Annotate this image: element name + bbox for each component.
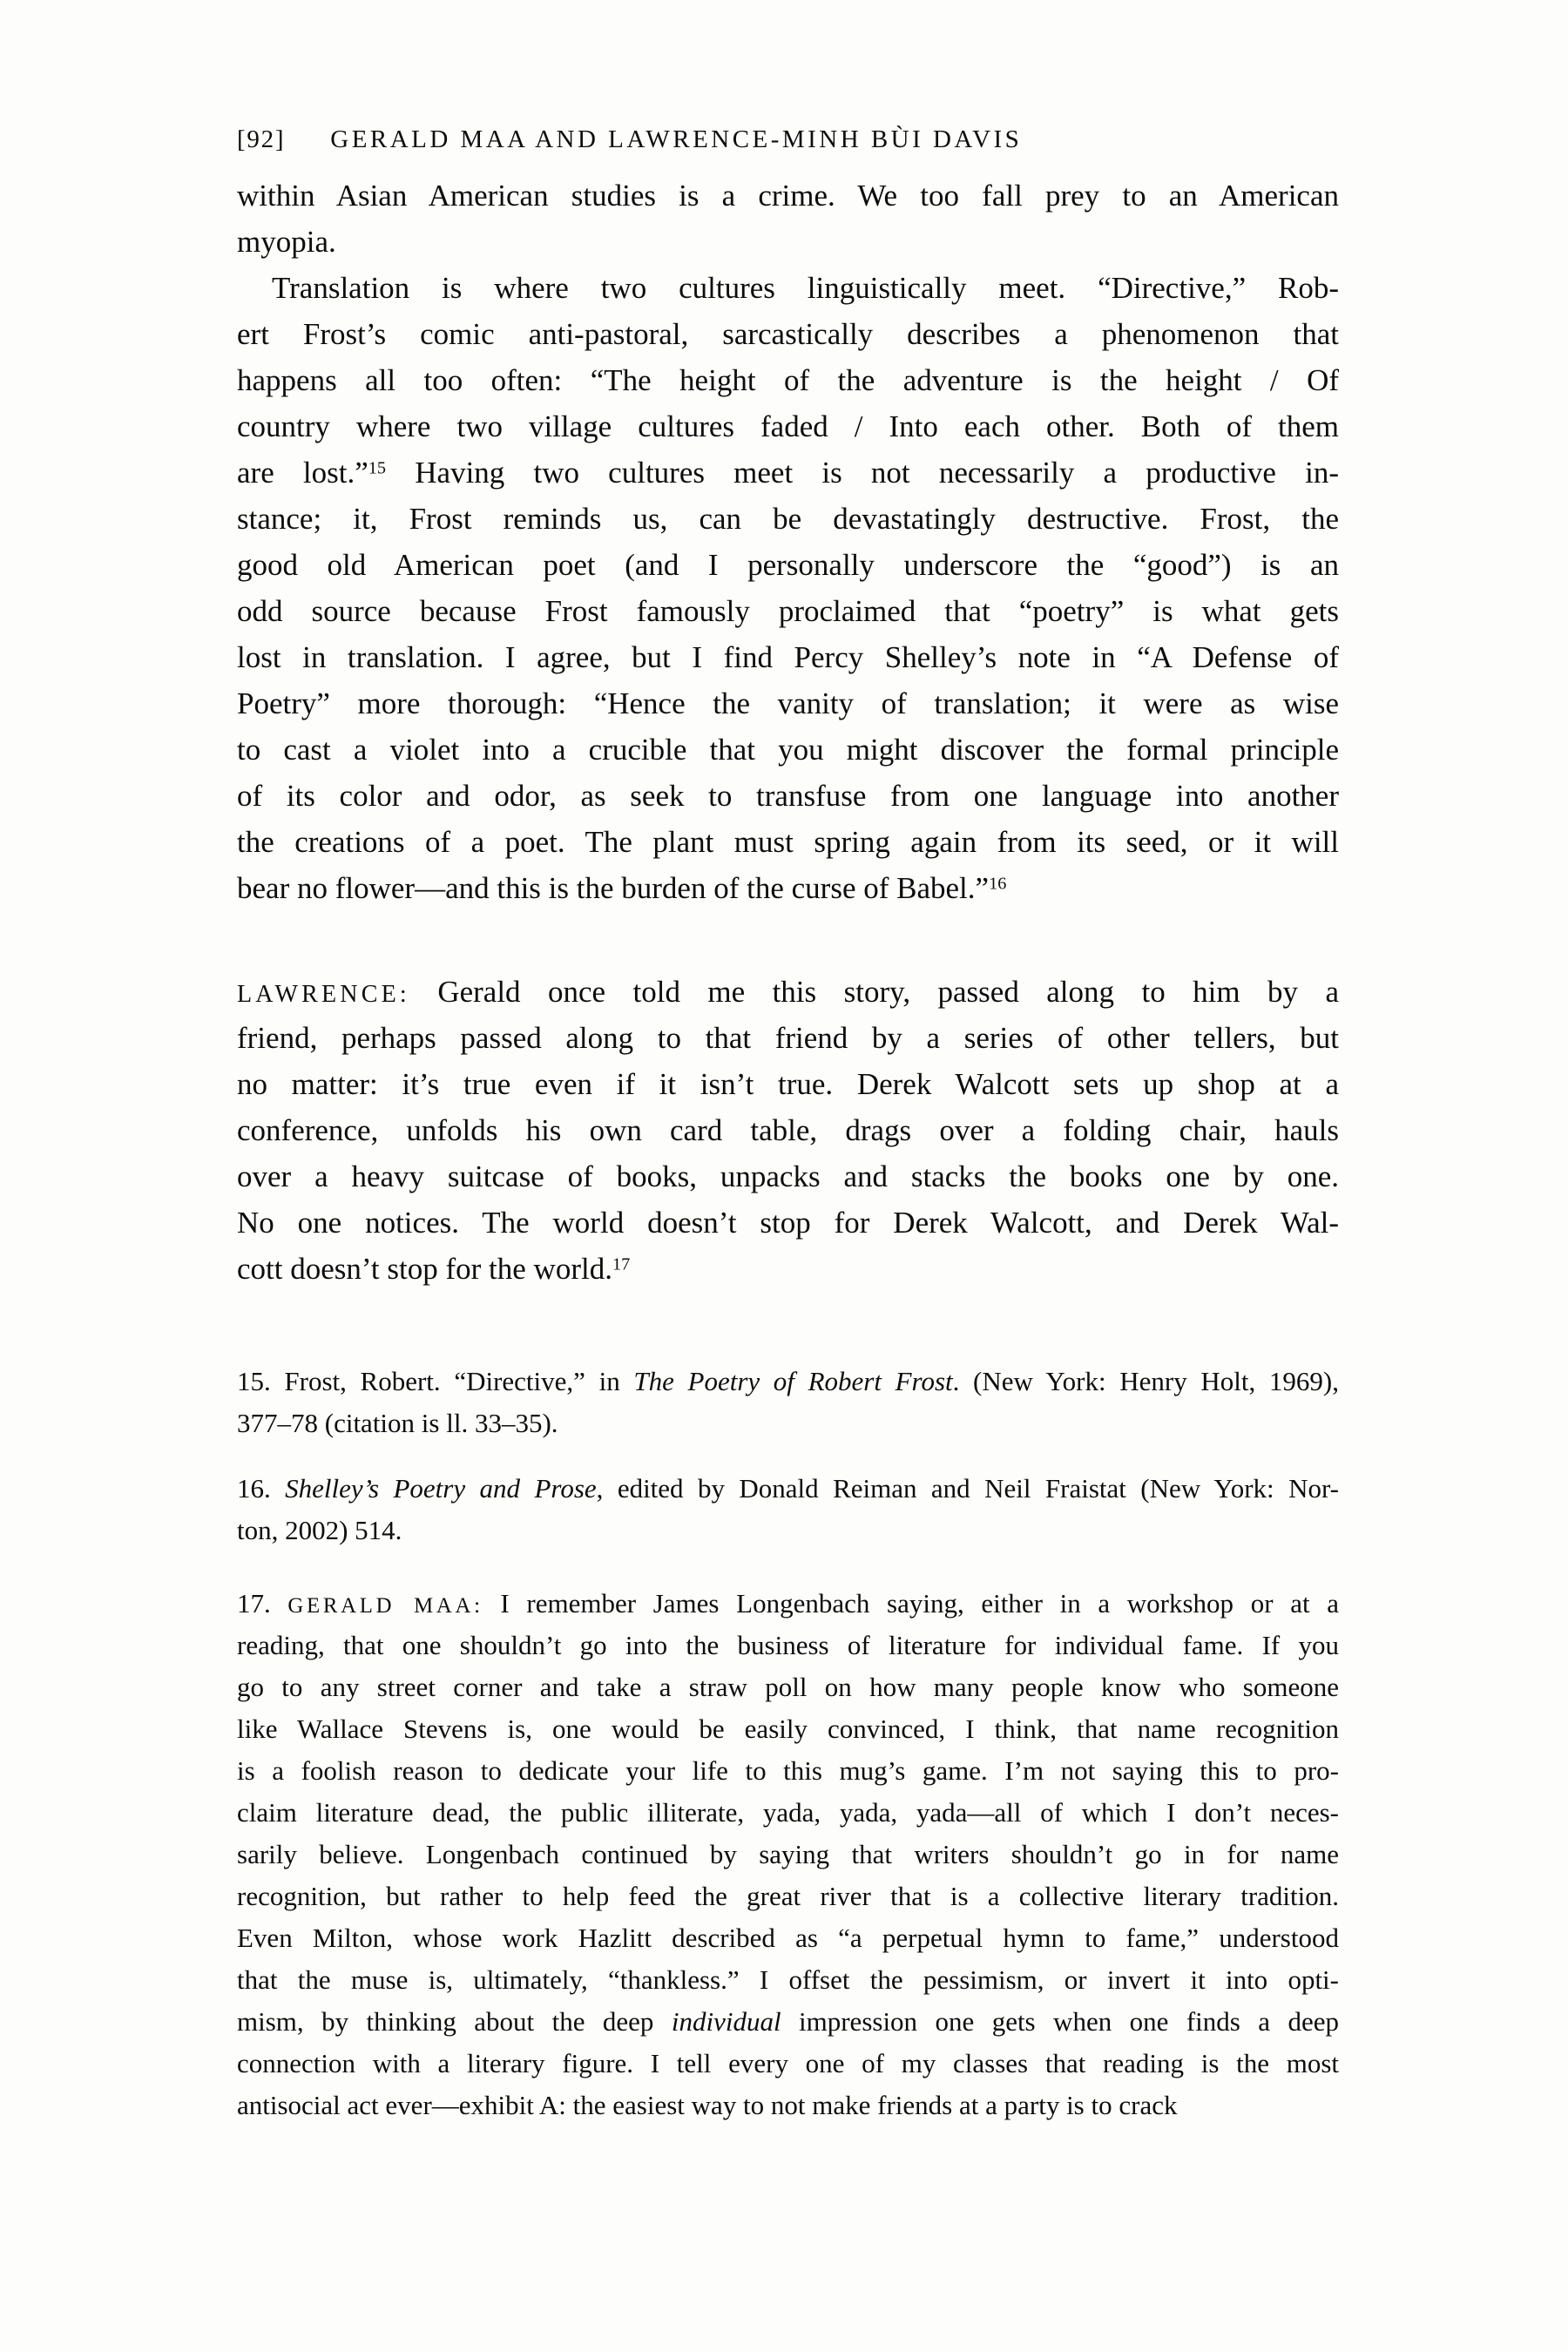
text-line: go to any street corner and take a straw poll on how many people know who someone <box>237 1672 1339 1702</box>
text-line: stance; it, Frost reminds us, can be devastatingly destructive. Frost, the <box>237 502 1339 536</box>
text-line: odd source because Frost famously proclaimed that “poetry” is what gets <box>237 594 1339 628</box>
page-number: [92] <box>237 125 286 153</box>
footnote-reference: 16 <box>989 874 1007 894</box>
text-line: reading, that one shouldn’t go into the business of literature for individual fame. If you <box>237 1630 1339 1660</box>
italic-text: Shelley’s Poetry and Prose <box>285 1473 597 1504</box>
text-line: connection with a literary figure. I tell every one of my classes that reading is the most <box>237 2048 1339 2078</box>
text-line: good old American poet (and I personally underscore the “good”) is an <box>237 548 1339 582</box>
text-line: Translation is where two cultures linguistically meet. “Directive,” Rob- <box>272 271 1339 305</box>
speaker-label: GERALD MAA: <box>287 1594 483 1618</box>
text-line: friend, perhaps passed along to that friend by a series of other tellers, but <box>237 1021 1339 1055</box>
running-title: GERALD MAA AND LAWRENCE-MINH BÙI DAVIS <box>330 125 1023 153</box>
footnote-reference: 15 <box>368 458 387 478</box>
text-line: ert Frost’s comic anti-pastoral, sarcastically describes a phenomenon that <box>237 317 1339 351</box>
text-line: 17. GERALD MAA: I remember James Longenbach saying, either in a workshop or at a <box>237 1588 1339 1619</box>
text-line: recognition, but rather to help feed the great river that is a collective literary tradition. <box>237 1881 1339 1911</box>
text-line: to cast a violet into a crucible that you might discover the formal principle <box>237 733 1339 767</box>
text-line: lost in translation. I agree, but I find Percy Shelley’s note in “A Defense of <box>237 640 1339 674</box>
speaker-label: LAWRENCE: <box>237 981 410 1008</box>
running-header <box>237 124 1339 155</box>
footnote-reference: 17 <box>612 1254 631 1274</box>
text-line: Even Milton, whose work Hazlitt described as “a perpetual hymn to fame,” understood <box>237 1923 1339 1953</box>
footnote-16 <box>237 1468 1339 1551</box>
text-line: happens all too often: “The height of the adventure is the height / Of <box>237 363 1339 397</box>
text-line: No one notices. The world doesn’t stop for Derek Walcott, and Derek Wal- <box>237 1206 1339 1240</box>
text-line: 377–78 (citation is ll. 33–35). <box>237 1408 558 1438</box>
text-line: conference, unfolds his own card table, drags over a folding chair, hauls <box>237 1113 1339 1147</box>
footnote-17 <box>237 1583 1339 2126</box>
footnotes-section <box>237 1361 1339 2126</box>
text-line: Poetry” more thorough: “Hence the vanity of translation; it were as wise <box>237 686 1339 720</box>
text-line: claim literature dead, the public illiterate, yada, yada, yada—all of which I don’t neces- <box>237 1797 1339 1828</box>
text-line: ton, 2002) 514. <box>237 1515 402 1545</box>
text-line: LAWRENCE: Gerald once told me this story, passed along to him by a <box>237 975 1339 1009</box>
text-line: country where two village cultures faded / Into each other. Both of them <box>237 409 1339 443</box>
text-line: 16. Shelley’s Poetry and Prose, edited by Donald Reiman and Neil Fraistat (New York: Nor- <box>237 1473 1339 1504</box>
text-line: are lost.”$^{15}$ Having two cultures meet is not necessarily a productive in- <box>237 456 1339 490</box>
text-line: antisocial act ever—exhibit A: the easiest way to not make friends at a party is to crack <box>237 2090 1178 2120</box>
text-line: 15. Frost, Robert. “Directive,” in The Poetry of Robert Frost. (New York: Henry Holt, 1969), <box>237 1366 1339 1396</box>
text-column <box>237 0 1339 2126</box>
text-line: myopia. <box>237 225 336 259</box>
text-line: no matter: it’s true even if it isn’t true. Derek Walcott sets up shop at a <box>237 1067 1339 1101</box>
text-line: mism, by thinking about the deep individual impression one gets when one finds a deep <box>237 2006 1339 2037</box>
text-line: within Asian American studies is a crime. We too fall prey to an American <box>237 179 1339 213</box>
body-text <box>237 172 1339 1292</box>
paragraph-lawrence <box>237 969 1339 1292</box>
text-line: of its color and odor, as seek to transfuse from one language into another <box>237 779 1339 813</box>
text-line: like Wallace Stevens is, one would be easily convinced, I think, that name recognition <box>237 1713 1339 1744</box>
text-line: that the muse is, ultimately, “thankless.” I offset the pessimism, or invert it into opti- <box>237 1964 1339 1995</box>
text-line: over a heavy suitcase of books, unpacks and stacks the books one by one. <box>237 1159 1339 1193</box>
text-line: sarily believe. Longenbach continued by saying that writers shouldn’t go in for name <box>237 1839 1339 1869</box>
text-line: the creations of a poet. The plant must spring again from its seed, or it will <box>237 825 1339 859</box>
paragraph-continuation <box>237 172 1339 265</box>
footnote-15 <box>237 1361 1339 1444</box>
text-line: cott doesn’t stop for the world.$^{17}$ <box>237 1252 631 1286</box>
italic-text: The Poetry of Robert Frost <box>633 1366 953 1396</box>
paragraph-translation <box>237 265 1339 911</box>
italic-text: individual <box>671 2006 781 2037</box>
text-line: bear no flower—and this is the burden of the curse of Babel.”$^{16}$ <box>237 871 1007 905</box>
text-line: is a foolish reason to dedicate your life to this mug’s game. I’m not saying this to pro- <box>237 1755 1339 1786</box>
